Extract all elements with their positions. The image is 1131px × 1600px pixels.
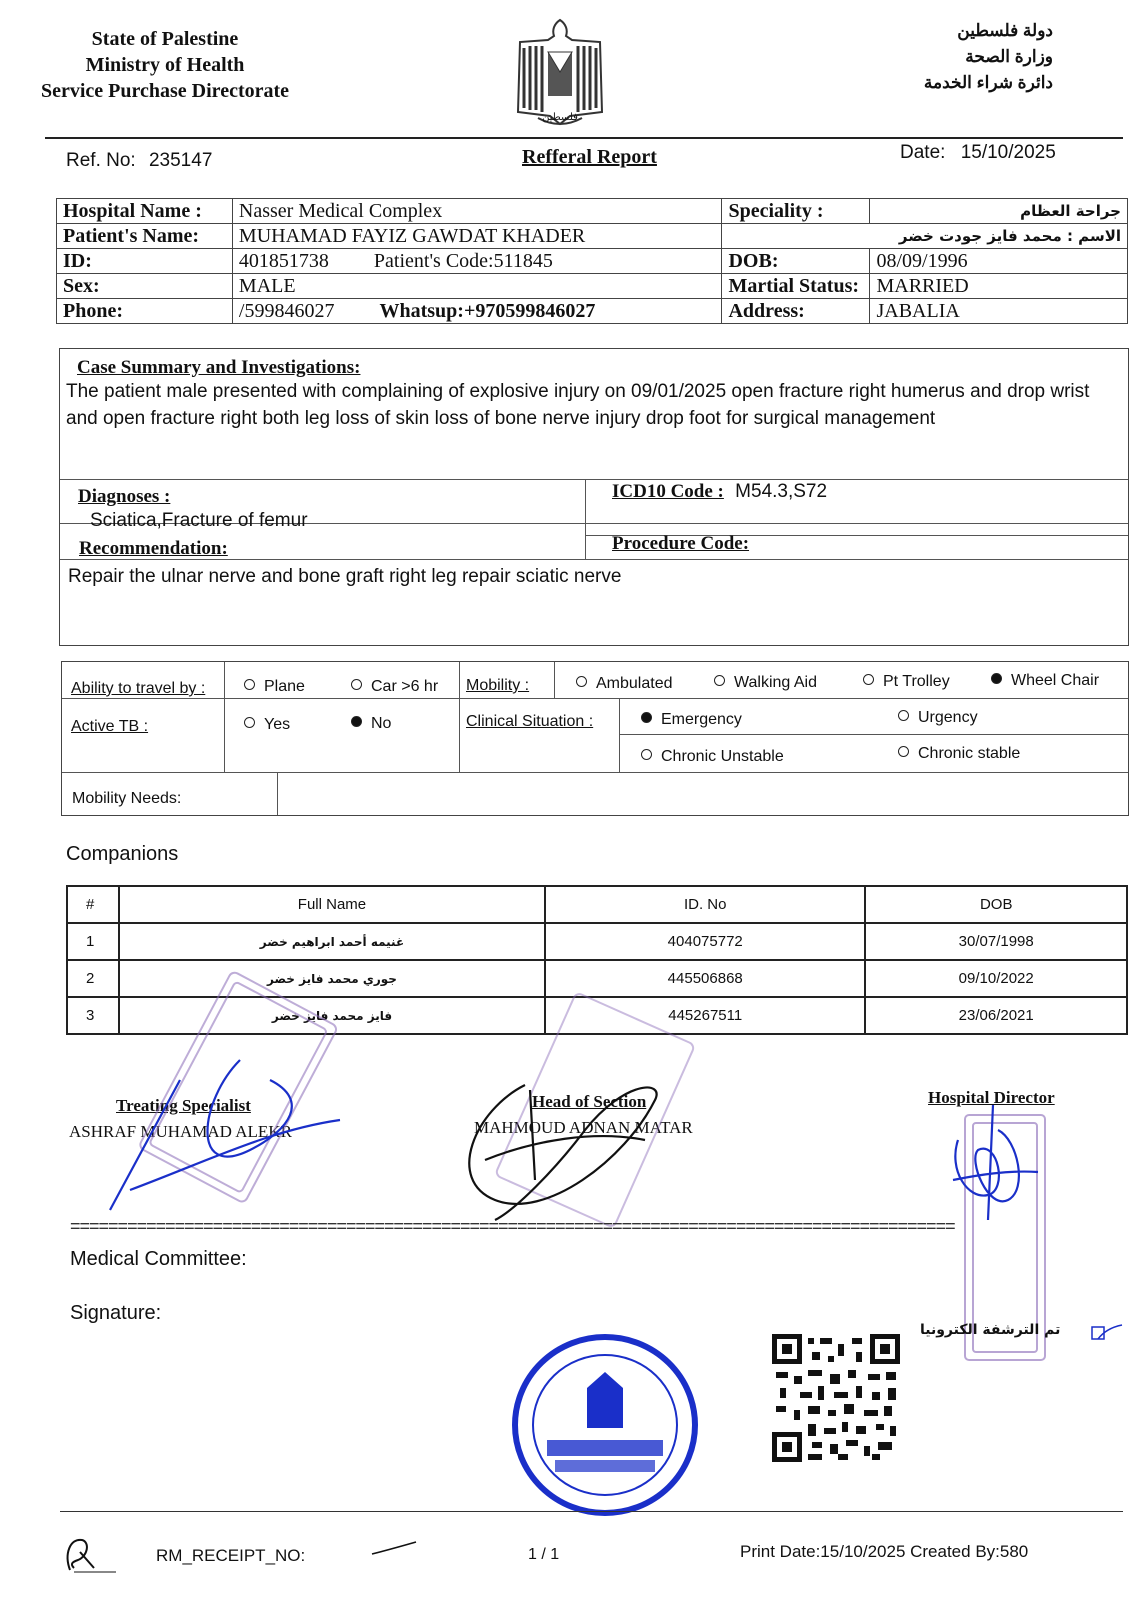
patient-code: Patient's Code:511845 xyxy=(373,249,553,272)
receipt-scribble-icon xyxy=(370,1538,420,1558)
signature-label: Signature: xyxy=(70,1302,162,1324)
option-ambulated[interactable] xyxy=(576,675,673,693)
companion-name: جوري محمد فايز خضر xyxy=(119,960,545,997)
radio-icon xyxy=(863,674,874,685)
companion-id: 445267511 xyxy=(545,997,865,1034)
director-signature-icon xyxy=(938,1100,1048,1230)
header-directorate: Service Purchase Directorate xyxy=(40,80,290,102)
head-signature-icon xyxy=(455,1070,685,1230)
date-value: 15/10/2025 xyxy=(960,142,1056,163)
patient-arabic-name: الاسم : محمد فايز جودت خضر xyxy=(722,224,1128,249)
active-tb-label: Active TB : xyxy=(71,718,149,735)
case-summary-title: Case Summary and Investigations: xyxy=(77,357,361,378)
pt-trolley-label: Pt Trolley xyxy=(883,673,950,690)
address-value: JABALIA xyxy=(870,299,1128,324)
header-ar-state: دولة فلسطين xyxy=(957,21,1053,40)
option-wheel-chair[interactable] xyxy=(991,672,1099,690)
speciality-value: جراحة العظام xyxy=(870,199,1128,224)
phone-cell xyxy=(232,299,722,324)
electronic-archive-note: تم الترشفة الكترونيا xyxy=(920,1322,1061,1338)
no-label: No xyxy=(371,715,392,732)
icd-label: ICD10 Code : xyxy=(612,481,724,502)
ref-label: Ref. No: xyxy=(66,150,136,171)
palestine-emblem-icon xyxy=(510,12,610,132)
companions-title: Companions xyxy=(66,843,179,865)
report-title: Refferal Report xyxy=(522,146,657,168)
icd-code xyxy=(612,481,827,503)
yes-label: Yes xyxy=(264,716,291,733)
option-chronic-unstable[interactable] xyxy=(641,748,784,766)
radio-selected-icon xyxy=(991,673,1002,684)
row-number: 2 xyxy=(67,960,119,997)
phone-value: /599846027 xyxy=(238,299,335,322)
radio-icon xyxy=(641,749,652,760)
radio-icon xyxy=(898,710,909,721)
ref-number xyxy=(66,150,212,172)
patient-info-table xyxy=(56,198,1128,324)
patient-name-value: MUHAMAD FAYIZ GAWDAT KHADER xyxy=(232,224,722,249)
date-label: Date: xyxy=(900,142,946,163)
header-cell: Full Name xyxy=(119,886,545,923)
id-cell xyxy=(232,249,722,274)
medical-committee-label: Medical Committee: xyxy=(70,1248,247,1270)
sex-label: Sex: xyxy=(57,274,233,299)
recommendation-label: Recommendation: xyxy=(79,538,228,559)
id-value: 401851738 xyxy=(238,249,329,272)
page-number: 1 / 1 xyxy=(528,1546,560,1563)
option-car[interactable] xyxy=(351,678,438,696)
wheel-chair-label: Wheel Chair xyxy=(1011,672,1100,689)
companion-dob: 23/06/2021 xyxy=(865,997,1127,1034)
radio-icon xyxy=(351,679,362,690)
icd-value: M54.3,S72 xyxy=(735,481,828,502)
whatsapp-value: Whatsup:+970599846027 xyxy=(379,299,596,322)
radio-icon xyxy=(898,746,909,757)
chronic-stable-label: Chronic stable xyxy=(918,745,1021,762)
radio-selected-icon xyxy=(641,712,652,723)
header-cell: DOB xyxy=(865,886,1127,923)
header-divider xyxy=(45,137,1123,139)
hakeem-logo-icon xyxy=(60,1534,120,1576)
option-tb-yes[interactable] xyxy=(244,716,290,734)
diagnoses-value: Sciatica,Fracture of femur xyxy=(90,510,308,531)
header-ministry: Ministry of Health xyxy=(85,54,245,76)
car-label: Car >6 hr xyxy=(371,678,439,695)
companion-id: 404075772 xyxy=(545,923,865,960)
plane-label: Plane xyxy=(264,678,305,695)
walking-aid-label: Walking Aid xyxy=(734,674,817,691)
report-date xyxy=(900,142,1056,164)
table-row xyxy=(67,923,1127,960)
checkbox-arrow-icon xyxy=(1090,1323,1124,1343)
companion-dob: 30/07/1998 xyxy=(865,923,1127,960)
table-row xyxy=(57,299,1128,324)
header-ar-ministry: وزارة الصحة xyxy=(965,47,1053,66)
option-pt-trolley[interactable] xyxy=(863,673,950,691)
treating-specialist-name: ASHRAF MUHAMAD ALEKR xyxy=(69,1122,292,1141)
speciality-label: Speciality : xyxy=(722,199,870,224)
separator-line: ============================================================================================= xyxy=(70,1216,955,1236)
treating-signature-icon xyxy=(90,1040,350,1220)
radio-icon xyxy=(244,679,255,690)
treating-specialist-title: Treating Specialist xyxy=(116,1096,251,1115)
diagnoses-label: Diagnoses : xyxy=(78,486,171,507)
table-row xyxy=(57,249,1128,274)
option-walking-aid[interactable] xyxy=(714,674,817,692)
ambulated-label: Ambulated xyxy=(596,675,673,692)
companion-id: 445506868 xyxy=(545,960,865,997)
print-info: Print Date:15/10/2025 Created By:580 xyxy=(740,1542,1029,1561)
table-header-row xyxy=(67,886,1127,923)
urgency-label: Urgency xyxy=(918,709,978,726)
row-number: 1 xyxy=(67,923,119,960)
case-summary-text: The patient male presented with complaining of explosive injury on 09/01/2025 open fracture right humerus and drop wrist and open fracture right both leg loss of skin loss of bone nerve injury drop foot for surgical management xyxy=(66,381,1090,429)
head-of-section-title: Head of Section xyxy=(532,1092,647,1111)
clinical-situation-label: Clinical Situation : xyxy=(466,713,594,730)
ministry-round-stamp-icon xyxy=(505,1330,705,1520)
radio-icon xyxy=(576,676,587,687)
header-cell: # xyxy=(67,886,119,923)
option-emergency[interactable] xyxy=(641,711,742,729)
companion-name: غنيمه أحمد ابراهيم خضر xyxy=(119,923,545,960)
header-state: State of Palestine xyxy=(91,28,239,50)
companion-name: فايز محمد فايز خضر xyxy=(119,997,545,1034)
radio-selected-icon xyxy=(351,716,362,727)
dob-label: DOB: xyxy=(722,249,870,274)
radio-icon xyxy=(244,717,255,728)
patient-name-label: Patient's Name: xyxy=(57,224,233,249)
header-arabic xyxy=(893,18,1053,96)
receipt-label: RM_RECEIPT_NO: xyxy=(156,1546,306,1565)
travel-ability-label: Ability to travel by : xyxy=(71,680,206,697)
address-label: Address: xyxy=(722,299,870,324)
option-urgency[interactable] xyxy=(898,709,978,727)
head-of-section-name: MAHMOUD ADNAN MATAR xyxy=(474,1118,693,1137)
option-tb-no[interactable] xyxy=(351,715,391,733)
header-ar-directorate: دائرة شراء الخدمة xyxy=(923,73,1053,92)
emblem-caption: فلسطين xyxy=(542,112,578,123)
marital-value: MARRIED xyxy=(870,274,1128,299)
table-row xyxy=(57,199,1128,224)
phone-label: Phone: xyxy=(57,299,233,324)
marital-label: Martial Status: xyxy=(722,274,870,299)
mobility-needs-label: Mobility Needs: xyxy=(72,790,182,807)
qr-code-icon xyxy=(772,1334,900,1462)
hospital-label: Hospital Name : xyxy=(57,199,233,224)
ref-value: 235147 xyxy=(148,150,213,171)
option-plane[interactable] xyxy=(244,678,305,696)
sex-value: MALE xyxy=(232,274,722,299)
option-chronic-stable[interactable] xyxy=(898,745,1020,763)
row-number: 3 xyxy=(67,997,119,1034)
radio-icon xyxy=(714,675,725,686)
header-cell: ID. No xyxy=(545,886,865,923)
mobility-label: Mobility : xyxy=(466,677,530,694)
dob-value: 08/09/1996 xyxy=(870,249,1128,274)
table-row xyxy=(57,224,1128,249)
footer-divider xyxy=(60,1511,1123,1512)
table-row xyxy=(57,274,1128,299)
procedure-code-label: Procedure Code: xyxy=(612,533,750,554)
chronic-unstable-label: Chronic Unstable xyxy=(661,748,784,765)
hospital-director-title: Hospital Director xyxy=(928,1088,1055,1107)
hospital-value: Nasser Medical Complex xyxy=(232,199,722,224)
companion-dob: 09/10/2022 xyxy=(865,960,1127,997)
emergency-label: Emergency xyxy=(661,711,742,728)
header-english xyxy=(30,26,300,104)
id-label: ID: xyxy=(57,249,233,274)
recommendation-value: Repair the ulnar nerve and bone graft right leg repair sciatic nerve xyxy=(68,566,622,587)
